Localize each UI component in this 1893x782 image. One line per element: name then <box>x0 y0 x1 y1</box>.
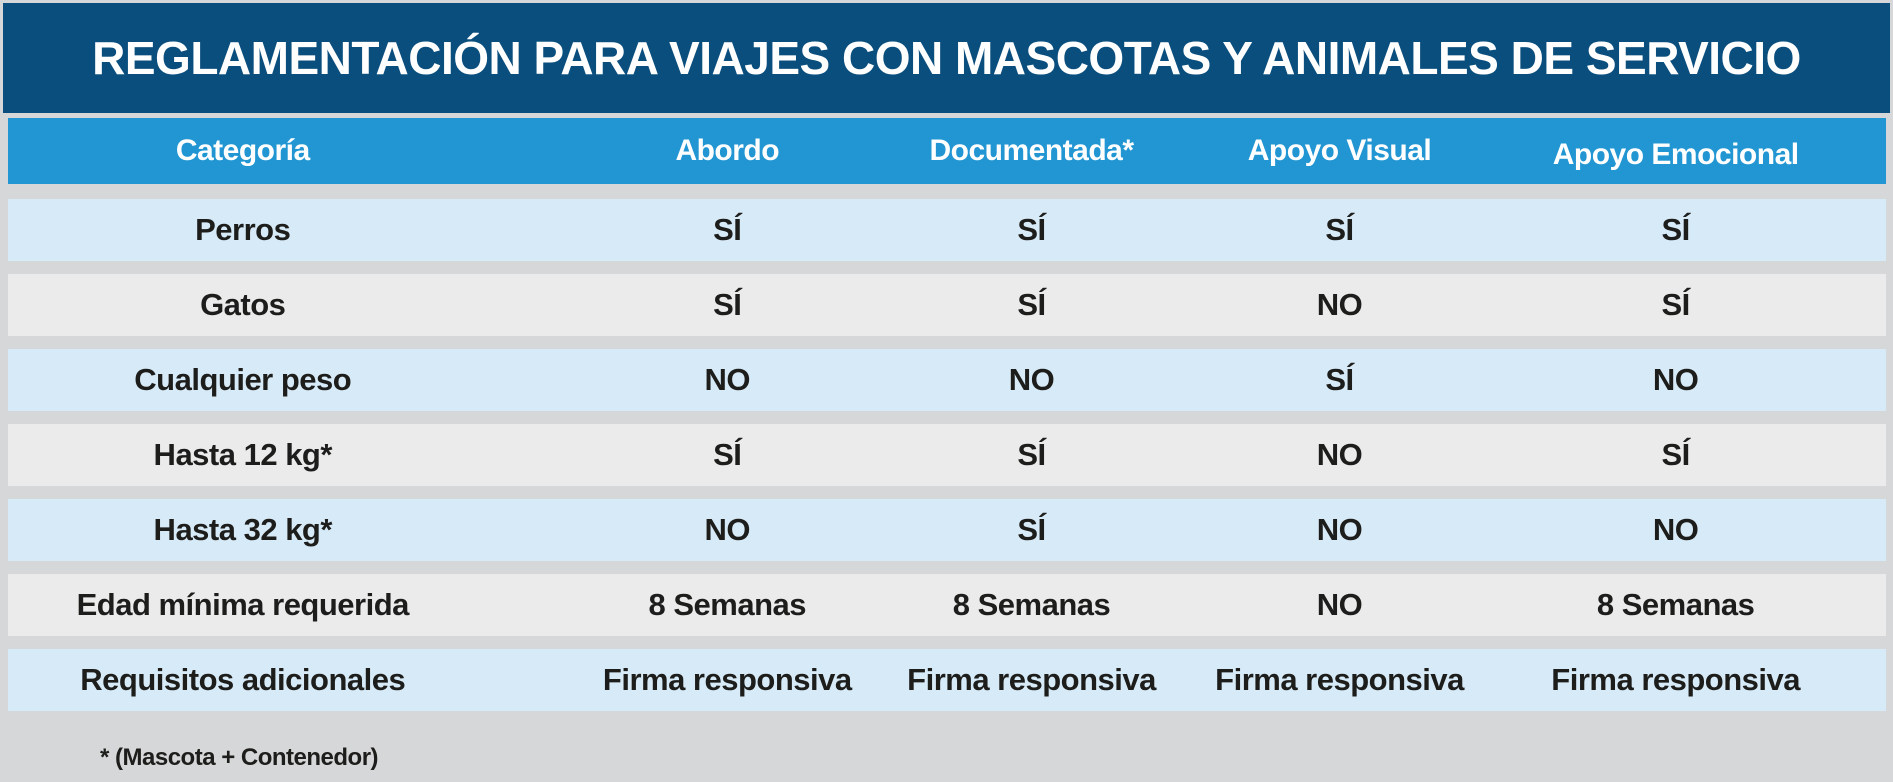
header-cell-abordo: Abordo <box>675 134 780 167</box>
cell-apoyo-emocional: 8 Semanas <box>1596 587 1755 622</box>
cell-apoyo-emocional: Firma responsiva <box>1551 662 1801 697</box>
row-label: Cualquier peso <box>134 362 352 397</box>
table-row-gatos <box>8 274 1886 336</box>
header-cell-apoyo-emocional: Apoyo Emocional <box>1552 137 1799 171</box>
title-bar <box>3 3 1890 113</box>
table-header-row <box>8 118 1886 184</box>
cell-apoyo-visual: NO <box>1316 512 1363 547</box>
cell-documentada: SÍ <box>1017 287 1046 322</box>
table-row-edad-minima <box>8 574 1886 636</box>
row-label: Gatos <box>200 287 286 322</box>
cell-apoyo-emocional: SÍ <box>1661 212 1690 247</box>
cell-apoyo-emocional: SÍ <box>1661 437 1690 472</box>
cell-abordo: Firma responsiva <box>602 662 852 697</box>
cell-documentada: Firma responsiva <box>907 662 1156 697</box>
cell-apoyo-emocional: NO <box>1652 512 1699 547</box>
cell-apoyo-visual: NO <box>1316 587 1363 622</box>
table-row-perros <box>8 199 1886 261</box>
row-label: Hasta 32 kg* <box>153 512 332 547</box>
table-row-cualquier-peso <box>8 349 1886 411</box>
cell-documentada: NO <box>1008 362 1055 397</box>
cell-apoyo-visual: NO <box>1316 437 1363 472</box>
cell-apoyo-visual: SÍ <box>1325 362 1354 397</box>
cell-apoyo-emocional: SÍ <box>1661 287 1690 322</box>
cell-abordo: NO <box>704 512 751 547</box>
cell-documentada: SÍ <box>1017 437 1046 472</box>
cell-apoyo-emocional: NO <box>1652 362 1699 397</box>
table-row-requisitos-adicionales <box>8 649 1886 711</box>
cell-abordo: SÍ <box>713 437 742 472</box>
table-row-hasta-12kg <box>8 424 1886 486</box>
cell-abordo: 8 Semanas <box>648 587 807 622</box>
header-cell-documentada: Documentada* <box>929 134 1134 167</box>
cell-abordo: SÍ <box>713 287 742 322</box>
cell-apoyo-visual: NO <box>1316 287 1363 322</box>
cell-abordo: SÍ <box>713 212 742 247</box>
cell-apoyo-visual: SÍ <box>1325 212 1354 247</box>
row-label: Requisitos adicionales <box>80 662 406 697</box>
row-label: Perros <box>195 212 291 247</box>
cell-apoyo-visual: Firma responsiva <box>1215 662 1464 697</box>
cell-documentada: SÍ <box>1017 212 1046 247</box>
cell-documentada: 8 Semanas <box>952 587 1111 622</box>
regulations-table <box>0 118 1893 711</box>
row-label: Hasta 12 kg* <box>153 437 332 472</box>
header-cell-apoyo-visual: Apoyo Visual <box>1247 134 1432 167</box>
cell-abordo: NO <box>704 362 751 397</box>
header-cell-categoria: Categoría <box>175 134 310 167</box>
table-row-hasta-32kg <box>8 499 1886 561</box>
row-label: Edad mínima requerida <box>76 587 409 622</box>
footnote: * (Mascota + Contenedor) <box>100 744 379 771</box>
page-title: REGLAMENTACIÓN PARA VIAJES CON MASCOTAS Y ANIMALES DE SERVICIO <box>92 32 1801 84</box>
cell-documentada: SÍ <box>1017 512 1046 547</box>
